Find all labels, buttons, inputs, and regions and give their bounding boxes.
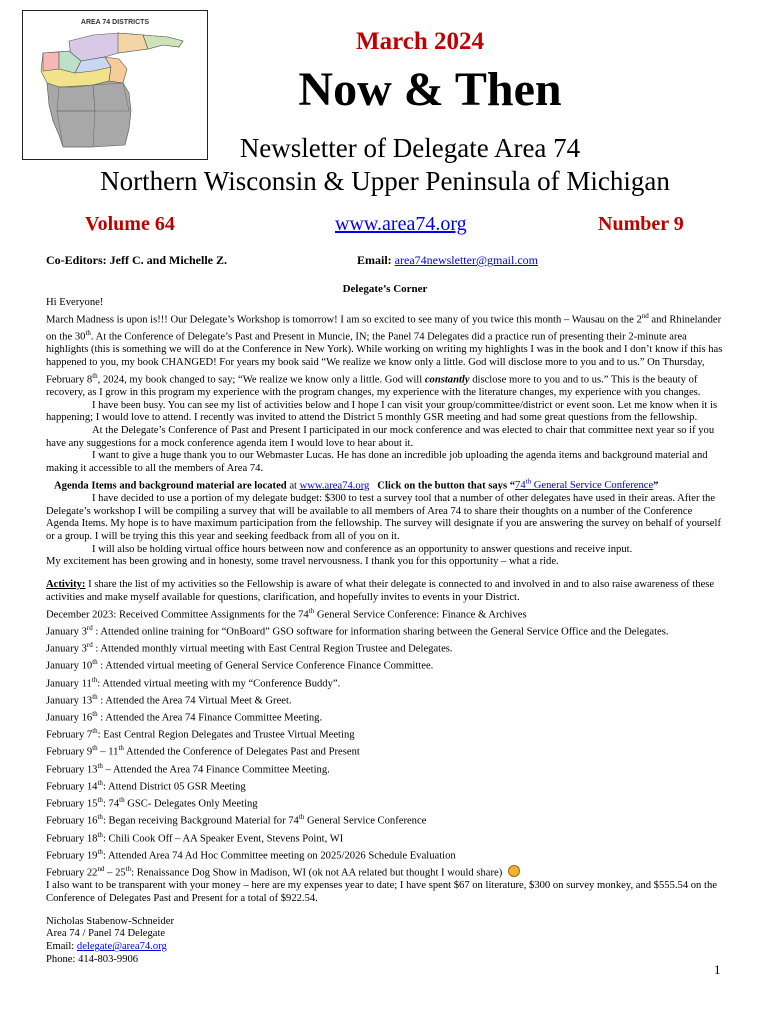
activity-item: January 11th: Attended virtual meeting with my “Conference Buddy”.	[46, 675, 341, 690]
agenda-location	[46, 476, 726, 493]
activity-item: February 7th: East Central Region Delegates and Trustee Virtual Meeting	[46, 727, 355, 741]
newsletter-email-line	[357, 253, 538, 268]
activity-item: December 2023: Received Committee Assignments for the 74th General Service Conference: Finance & Archives	[46, 606, 527, 621]
delegates-corner-heading: Delegate’s Corner	[342, 283, 428, 295]
agenda-click: Click on the button that says “	[377, 480, 516, 492]
issue-number: Number 9	[598, 213, 684, 235]
website-link[interactable]: www.area74.org	[335, 213, 467, 235]
paragraph-4: I want to give a huge thank you to our Webmaster Lucas. He has done an incredible job uploading the agenda items and background material and making it accessible to all the members of Area 74.	[46, 450, 708, 475]
signature-email	[46, 941, 726, 954]
smiley-emoji-icon	[508, 865, 520, 877]
activity-intro	[46, 579, 726, 604]
activity-label: Activity:	[46, 579, 86, 591]
signature-phone: Phone: 414-803-9906	[46, 953, 139, 965]
activity-item: February 16th: Began receiving Background Material for 74th General Service Conference	[46, 813, 427, 827]
newsletter-subtitle: Newsletter of Delegate Area 74	[239, 133, 581, 163]
issue-month: March 2024	[356, 28, 484, 55]
paragraph-7: My excitement has been growing and in honesty, some travel nervousness. I thank you for this opportunity – what a ride.	[46, 556, 559, 568]
activity-item: February 18th: Chili Cook Off – AA Speaker Event, Stevens Point, WI	[46, 830, 344, 845]
paragraph-3: At the Delegate’s Conference of Past and Present I participated in our mock conference and was elected to chair that committee next year so if you have any suggestions for a mock conference agenda item I would love to hear about it.	[46, 424, 715, 449]
activity-item: January 16th : Attended the Area 74 Finance Committee Meeting.	[46, 710, 323, 724]
paragraph-1: March Madness is upon is!!! Our Delegate’s Workshop is tomorrow! I am so excited to see many of you twice this month – Wausau on the 2nd and Rhinelander on the 30th. At the Conference of Delegate’s Past and Present in Muncie, IN; the Panel 74 Delegates did a practice run of presenting their 2-minute area highlights (this is something we will do at the Conference in New York). While working on writing my highlights I was in the book and I don’t know if this has happened to you, my book CHANGED! For years my book said “We realize we know only a little. God will disclose more to you and to us.” On Thursday, February 8th, 2024, my book changed to say; “We realize we know only a little. God will constantly disclose more to you and to us.” This is the beauty of recovery, as I grow in this program my experience with the program changes, my experience with the literature changes, my experience with you changes.	[46, 311, 723, 398]
activity-item: January 10th : Attended virtual meeting of General Service Conference Finance Committee.	[46, 658, 434, 672]
newsletter-region: Northern Wisconsin & Upper Peninsula of Michigan	[100, 166, 670, 196]
paragraph-5: I have decided to use a portion of my delegate budget: $300 to test a survey tool that a number of other delegates have used in their areas. After the Delegate’s workshop I will be compiling a survey that will be available to all members of Area 74 to share their thoughts on a number of the Conference Agenda Items. My hope is to have maximum participation from the fellowship. The survey will designate if you are answering the survey on behalf of yourself or a group. I will be trying this this year and seeking feedback from all of you on it.	[46, 492, 721, 543]
email-label: Email:	[357, 253, 395, 267]
activity-item: January 3rd : Attended online training for “OnBoard” GSO software for information sharing between the General Service Office and the Delegates.	[46, 623, 669, 638]
signature-name: Nicholas Stabenow-Schneider	[46, 915, 174, 927]
expenses: I also want to be transparent with your money – here are my expenses year to date; I have spent $67 on literature, $300 on survey monkey, and $555.54 on the Conference of Delegates Past and Present for a total of $922.54.	[46, 880, 717, 905]
activity-item: February 19th: Attended Area 74 Ad Hoc Committee meeting on 2025/2026 Schedule Evaluation	[46, 847, 456, 862]
activity-intro-text: I share the list of my activities so the Fellowship is aware of what their delegate is connected to and involved in and to also raise awareness of these activities and make myself available for questions, clarification, and hopefully invites to events in your District.	[46, 579, 715, 603]
newsletter-title: Now & Then	[298, 63, 562, 116]
activity-item: February 22nd – 25th: Renaissance Dog Show in Madison, WI (ok not AA related but thought I would share)	[46, 863, 726, 880]
signature-email-label: Email:	[46, 941, 77, 953]
page-number: 1	[714, 962, 721, 977]
coeditors-line: Co-Editors: Jeff C. and Michelle Z.	[46, 253, 227, 267]
activity-item: February 14th: Attend District 05 GSR Meeting	[46, 778, 246, 793]
newsletter-body	[46, 297, 726, 967]
paragraph-2: I have been busy. You can see my list of activities below and I hope I can visit your group/committee/district or event soon. Let me know when it is happening; I would love to attend. I recently was invited to attend the District 5 monthly GSR meeting and had some great questions from the fellowship.	[46, 399, 718, 424]
delegate-email-link[interactable]: delegate@area74.org	[76, 941, 167, 953]
agenda-bold: Agenda Items and background material are located	[54, 480, 287, 492]
activity-item: February 9th – 11th Attended the Conference of Delegates Past and Present	[46, 744, 360, 758]
newsletter-email-link[interactable]: area74newsletter@gmail.com	[394, 253, 538, 267]
activity-item: February 15th: 74th GSC- Delegates Only Meeting	[46, 796, 258, 810]
activity-item: February 13th – Attended the Area 74 Finance Committee Meeting.	[46, 761, 330, 776]
activity-item: January 13th : Attended the Area 74 Virtual Meet & Greet.	[46, 692, 292, 707]
agenda-at: at	[286, 480, 300, 492]
signature-role: Area 74 / Panel 74 Delegate	[46, 928, 166, 940]
volume-label: Volume 64	[85, 213, 175, 235]
map-title: AREA 74 DISTRICTS	[80, 19, 150, 26]
greeting: Hi Everyone!	[46, 297, 104, 308]
agenda-button-link[interactable]: 74th General Service Conference	[515, 477, 654, 492]
activity-list	[46, 605, 726, 881]
paragraph-6: I will also be holding virtual office hours between now and conference as an opportunity to answer questions and receive input.	[92, 543, 633, 555]
agenda-close: ”	[653, 480, 659, 492]
agenda-website-link[interactable]: www.area74.org	[299, 480, 370, 492]
activity-item: January 3rd : Attended monthly virtual meeting with East Central Region Trustee and Delegates.	[46, 641, 453, 655]
